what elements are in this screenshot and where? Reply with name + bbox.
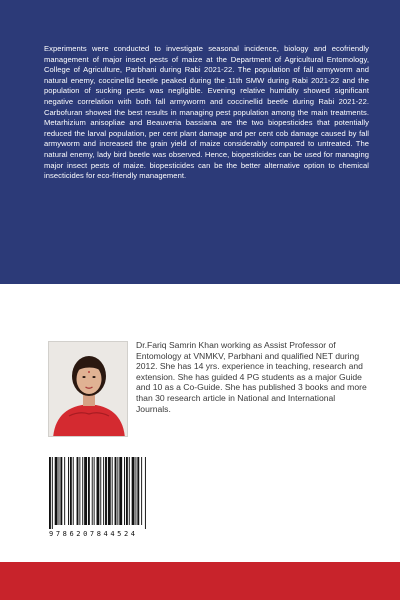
barcode-bar: [59, 457, 60, 525]
abstract-panel: [0, 0, 400, 284]
barcode-bar: [92, 457, 93, 525]
isbn-barcode: [43, 457, 186, 555]
barcode-bar: [77, 457, 79, 525]
bottom-color-band: [0, 562, 400, 600]
barcode-bar: [141, 457, 142, 525]
barcode-bar: [64, 457, 65, 525]
barcode-bar: [70, 457, 72, 525]
barcode-bar: [52, 457, 53, 529]
barcode-bar: [119, 457, 122, 525]
barcode-bar: [129, 457, 130, 525]
barcode-bar: [100, 457, 101, 525]
barcode-bar: [60, 457, 62, 525]
barcode-bar: [132, 457, 135, 525]
isbn-number: 9786207844524: [49, 530, 138, 538]
barcode-bar: [124, 457, 125, 525]
barcode-bar: [94, 457, 95, 525]
barcode-bar: [145, 457, 146, 529]
barcode-bar: [88, 457, 90, 525]
barcode-bar: [103, 457, 104, 525]
barcode-bar: [79, 457, 80, 525]
barcode-bar: [97, 457, 100, 525]
barcode-bar: [84, 457, 87, 525]
barcode-bar: [68, 457, 69, 525]
barcode-bar: [73, 457, 74, 525]
barcode-bar: [82, 457, 83, 525]
abstract-text: Experiments were conducted to investigate seasonal incidence, biology and ecofriendly management of major insect pests of maize at the Department of Agricultural Entomology, College of Agriculture, Parbhani during Rabi 2021-22. The population of fall armyworm and natural enemy, coccinellid beetle peaked during the 11th SMW during Rabi 2021-22 and the population of sucking pests was negligible. Evening relative humidity showed significant negative correlation with both fall armyworm and coccinellid beetle during Rabi 2021-22. Carbofuran showed the best results in managing pest population among the main treatments. Metarhizium anisopliae and Beauveria bassiana are the two biopesticides that potentially reduced the larval population, per cent plant damage and per cent cob damage caused by fall armyworm and increased the grain yield of maize considerably compared to untreated. The natural enemy, lady bird beetle was observed. Hence, biopesticides can be used for managing major insect pests of maize. biopesticides can be the better alternative option to chemical insecticides for eco-friendly management.: [44, 44, 369, 181]
barcode-bar: [55, 457, 58, 525]
barcode-bar: [117, 457, 118, 525]
barcode-bar: [108, 457, 111, 525]
author-bio: Dr.Fariq Samrin Khan working as Assist Professor of Entomology at VNMKV, Parbhani and qualified NET during 2012. She has 14 yrs. experience in teaching, research and extension. She has guided 4 PG students as a major Guide and 10 as a Co-Guide. She has published 3 books and more than 30 research article in National and International Journals.: [136, 340, 367, 414]
barcode-bar: [135, 457, 136, 525]
barcode-bar: [112, 457, 113, 525]
barcode-bar: [137, 457, 139, 525]
barcode-bar: [126, 457, 128, 525]
barcode-bar: [105, 457, 107, 525]
author-photo: [48, 341, 128, 437]
barcode-bar: [115, 457, 117, 525]
barcode-bar: [49, 457, 51, 529]
